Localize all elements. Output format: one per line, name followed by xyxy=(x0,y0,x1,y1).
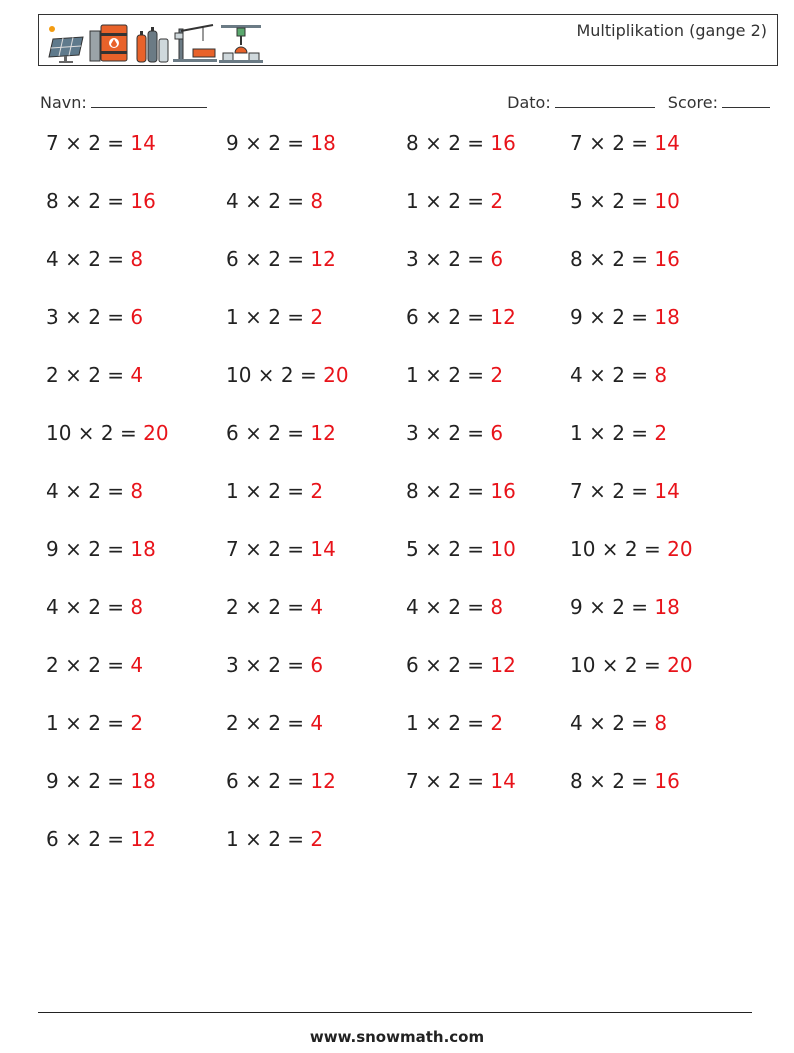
problem-question: 6 × 2 = xyxy=(226,421,311,445)
problem-question: 10 × 2 = xyxy=(570,537,668,561)
problem-answer: 16 xyxy=(490,131,516,155)
problem-answer: 2 xyxy=(310,827,324,851)
problem-question: 3 × 2 = xyxy=(406,421,491,445)
problem-item xyxy=(226,595,323,619)
problem-item xyxy=(406,305,516,329)
problem-answer: 10 xyxy=(490,537,516,561)
problem-item xyxy=(570,305,680,329)
gas-cylinders-icon xyxy=(135,23,171,63)
problem-answer: 14 xyxy=(310,537,336,561)
crane-icon xyxy=(173,23,217,63)
problem-question: 10 × 2 = xyxy=(570,653,668,677)
drill-icon xyxy=(219,23,263,63)
problem-answer: 16 xyxy=(490,479,516,503)
problem-question: 8 × 2 = xyxy=(406,131,491,155)
problem-question: 8 × 2 = xyxy=(46,189,131,213)
problem-item xyxy=(406,421,503,445)
problem-item xyxy=(46,189,156,213)
problem-answer: 20 xyxy=(143,421,169,445)
problem-answer: 8 xyxy=(490,595,504,619)
name-label: Navn: xyxy=(40,93,87,112)
problem-item xyxy=(406,131,516,155)
problem-answer: 12 xyxy=(310,247,336,271)
problem-item xyxy=(226,653,323,677)
problem-question: 1 × 2 = xyxy=(406,711,491,735)
problem-answer: 4 xyxy=(130,653,144,677)
problem-item xyxy=(570,769,680,793)
problem-item xyxy=(46,595,143,619)
problem-answer: 8 xyxy=(654,363,668,387)
problem-item xyxy=(570,363,667,387)
problem-question: 1 × 2 = xyxy=(226,305,311,329)
problem-item xyxy=(406,595,503,619)
problem-answer: 4 xyxy=(310,711,324,735)
problem-question: 6 × 2 = xyxy=(226,247,311,271)
problem-item xyxy=(226,421,336,445)
problem-answer: 4 xyxy=(130,363,144,387)
date-blank[interactable] xyxy=(555,93,655,108)
problem-item xyxy=(46,711,143,735)
problem-answer: 14 xyxy=(490,769,516,793)
problem-answer: 18 xyxy=(310,131,336,155)
problem-item xyxy=(570,421,667,445)
problem-answer: 18 xyxy=(130,537,156,561)
problem-item xyxy=(226,363,349,387)
problem-answer: 18 xyxy=(654,305,680,329)
problem-item xyxy=(46,653,143,677)
problem-answer: 12 xyxy=(310,421,336,445)
problem-item xyxy=(406,363,503,387)
problem-answer: 16 xyxy=(130,189,156,213)
problem-item xyxy=(46,131,156,155)
problem-question: 1 × 2 = xyxy=(226,479,311,503)
problem-answer: 14 xyxy=(654,131,680,155)
problem-question: 4 × 2 = xyxy=(46,247,131,271)
problem-item xyxy=(226,537,336,561)
problem-question: 9 × 2 = xyxy=(570,595,655,619)
problem-item xyxy=(570,711,667,735)
solar-panel-icon xyxy=(45,23,87,63)
name-field xyxy=(40,93,207,112)
problem-answer: 16 xyxy=(654,769,680,793)
problem-question: 7 × 2 = xyxy=(46,131,131,155)
name-blank[interactable] xyxy=(91,93,207,108)
problem-question: 2 × 2 = xyxy=(226,711,311,735)
problem-answer: 2 xyxy=(490,189,504,213)
problem-question: 4 × 2 = xyxy=(570,363,655,387)
problem-item xyxy=(226,305,323,329)
problem-answer: 8 xyxy=(130,595,144,619)
problem-question: 8 × 2 = xyxy=(570,769,655,793)
problem-question: 6 × 2 = xyxy=(46,827,131,851)
problem-question: 8 × 2 = xyxy=(570,247,655,271)
problem-item xyxy=(226,827,323,851)
problem-question: 7 × 2 = xyxy=(570,131,655,155)
problem-answer: 2 xyxy=(490,711,504,735)
problem-question: 10 × 2 = xyxy=(46,421,144,445)
problem-answer: 12 xyxy=(490,653,516,677)
problem-question: 5 × 2 = xyxy=(406,537,491,561)
problem-answer: 2 xyxy=(310,479,324,503)
problem-question: 10 × 2 = xyxy=(226,363,324,387)
worksheet-title: Multiplikation (gange 2) xyxy=(576,21,767,40)
problem-question: 4 × 2 = xyxy=(406,595,491,619)
problem-item xyxy=(226,247,336,271)
problem-item xyxy=(406,653,516,677)
problem-answer: 12 xyxy=(490,305,516,329)
problem-item xyxy=(406,479,516,503)
problem-question: 7 × 2 = xyxy=(226,537,311,561)
problem-item xyxy=(406,247,503,271)
problem-answer: 8 xyxy=(130,247,144,271)
problem-question: 2 × 2 = xyxy=(226,595,311,619)
problem-item xyxy=(570,131,680,155)
problem-answer: 10 xyxy=(654,189,680,213)
problem-answer: 8 xyxy=(654,711,668,735)
problem-item xyxy=(46,827,156,851)
problem-question: 4 × 2 = xyxy=(46,479,131,503)
oil-barrel-icon xyxy=(89,23,133,63)
problem-answer: 18 xyxy=(130,769,156,793)
problem-item xyxy=(226,769,336,793)
problem-item xyxy=(570,595,680,619)
problem-question: 9 × 2 = xyxy=(46,769,131,793)
problem-answer: 18 xyxy=(654,595,680,619)
problem-question: 2 × 2 = xyxy=(46,653,131,677)
problem-answer: 6 xyxy=(490,247,504,271)
problem-question: 8 × 2 = xyxy=(406,479,491,503)
problem-question: 7 × 2 = xyxy=(570,479,655,503)
problem-item xyxy=(406,537,516,561)
worksheet-header xyxy=(38,14,778,66)
problem-question: 1 × 2 = xyxy=(406,363,491,387)
problem-item xyxy=(46,479,143,503)
problem-answer: 20 xyxy=(667,537,693,561)
problem-question: 6 × 2 = xyxy=(406,653,491,677)
problem-answer: 6 xyxy=(310,653,324,677)
problem-answer: 8 xyxy=(310,189,324,213)
problem-item xyxy=(226,189,323,213)
problem-answer: 2 xyxy=(310,305,324,329)
problem-item xyxy=(406,769,516,793)
problem-question: 5 × 2 = xyxy=(570,189,655,213)
problem-answer: 6 xyxy=(130,305,144,329)
problem-item xyxy=(406,711,503,735)
problem-question: 4 × 2 = xyxy=(226,189,311,213)
problem-answer: 12 xyxy=(130,827,156,851)
problem-question: 9 × 2 = xyxy=(226,131,311,155)
problem-question: 9 × 2 = xyxy=(46,537,131,561)
problem-question: 7 × 2 = xyxy=(406,769,491,793)
score-blank[interactable] xyxy=(722,93,770,108)
problem-item xyxy=(46,247,143,271)
problem-answer: 2 xyxy=(130,711,144,735)
problem-answer: 8 xyxy=(130,479,144,503)
problem-answer: 2 xyxy=(654,421,668,445)
problem-item xyxy=(46,305,143,329)
problem-item xyxy=(46,421,169,445)
problem-answer: 20 xyxy=(667,653,693,677)
footer-divider xyxy=(38,1012,752,1013)
problem-item xyxy=(570,247,680,271)
problem-item xyxy=(46,363,143,387)
problem-question: 6 × 2 = xyxy=(226,769,311,793)
problem-question: 3 × 2 = xyxy=(226,653,311,677)
problem-answer: 14 xyxy=(130,131,156,155)
date-score-fields xyxy=(507,93,770,112)
problem-item xyxy=(406,189,503,213)
problem-item xyxy=(226,479,323,503)
score-label: Score: xyxy=(667,93,718,112)
problem-item xyxy=(226,131,336,155)
problem-question: 1 × 2 = xyxy=(570,421,655,445)
problem-question: 3 × 2 = xyxy=(406,247,491,271)
problem-question: 1 × 2 = xyxy=(46,711,131,735)
problem-answer: 12 xyxy=(310,769,336,793)
problem-answer: 14 xyxy=(654,479,680,503)
footer-url: www.snowmath.com xyxy=(309,1028,485,1046)
problem-question: 9 × 2 = xyxy=(570,305,655,329)
problem-item xyxy=(570,479,680,503)
problem-item xyxy=(570,653,693,677)
problem-item xyxy=(570,189,680,213)
problem-answer: 2 xyxy=(490,363,504,387)
problem-answer: 4 xyxy=(310,595,324,619)
problem-item xyxy=(570,537,693,561)
date-label: Dato: xyxy=(507,93,551,112)
problem-question: 4 × 2 = xyxy=(570,711,655,735)
problem-question: 1 × 2 = xyxy=(226,827,311,851)
problem-question: 6 × 2 = xyxy=(406,305,491,329)
problem-answer: 20 xyxy=(323,363,349,387)
problem-item xyxy=(226,711,323,735)
problem-item xyxy=(46,769,156,793)
problem-question: 1 × 2 = xyxy=(406,189,491,213)
problem-item xyxy=(46,537,156,561)
problem-question: 4 × 2 = xyxy=(46,595,131,619)
header-icons xyxy=(45,19,263,63)
problem-answer: 6 xyxy=(490,421,504,445)
problem-question: 3 × 2 = xyxy=(46,305,131,329)
problem-question: 2 × 2 = xyxy=(46,363,131,387)
problem-answer: 16 xyxy=(654,247,680,271)
